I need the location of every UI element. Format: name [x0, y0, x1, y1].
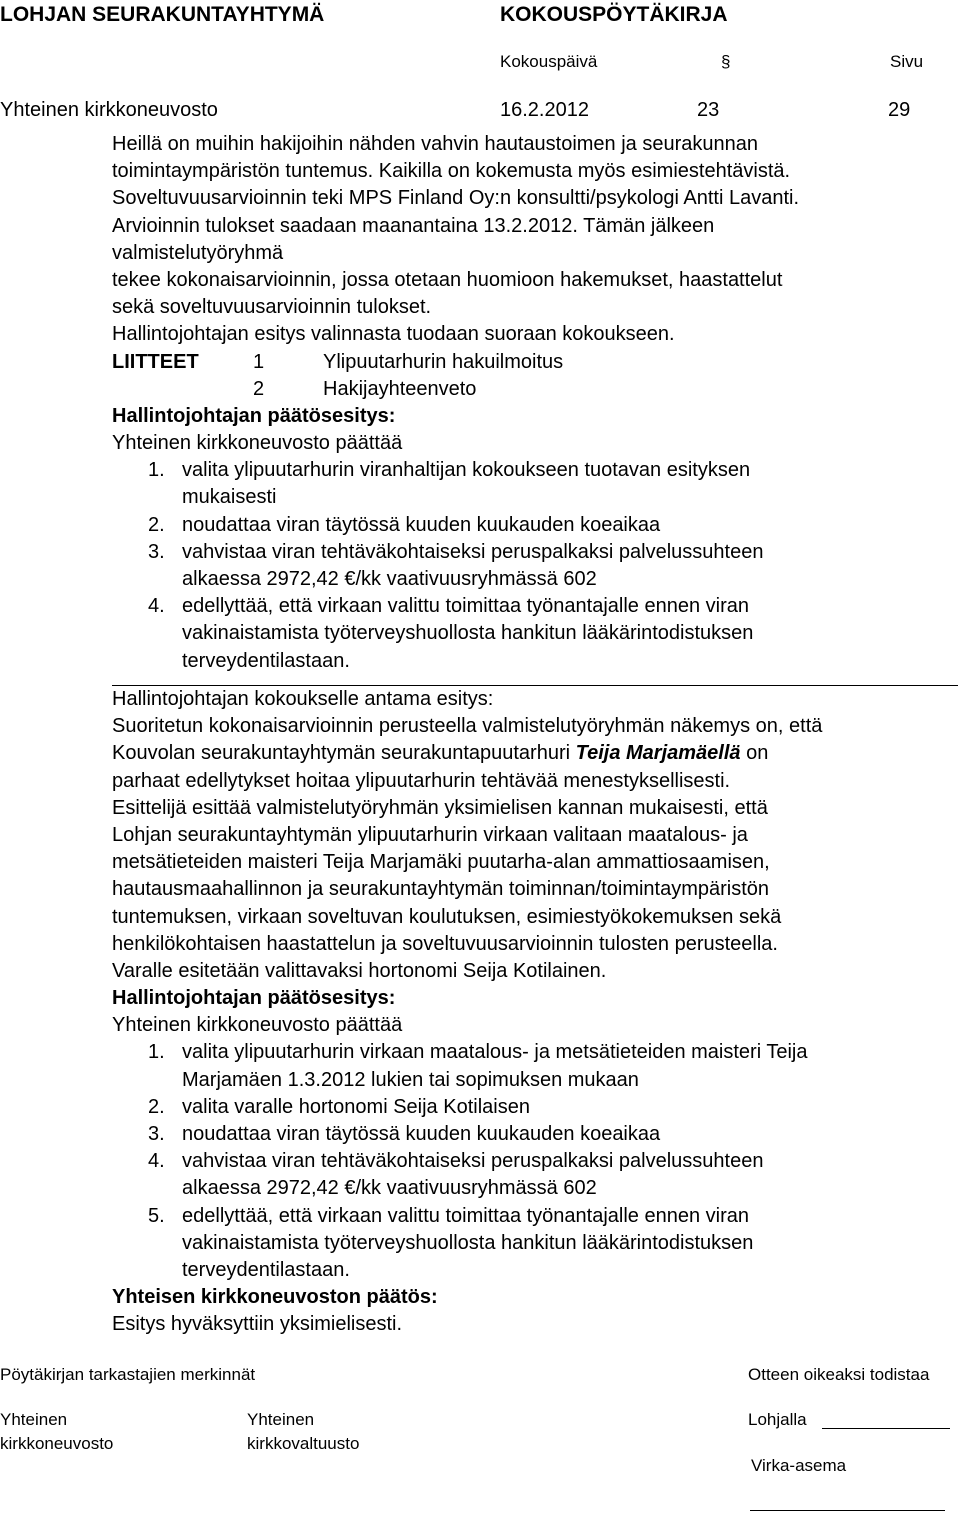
paragraph-line	[0, 267, 960, 294]
organization-name: LOHJAN SEURAKUNTAYHTYMÄ	[0, 3, 325, 26]
item-text: noudattaa viran täytössä kuuden kuukauden koeaikaa	[182, 513, 661, 536]
paragraph-line	[0, 740, 960, 767]
candidate-name: Teija Marjamäellä	[575, 742, 741, 765]
item-text: mukaisesti	[182, 486, 277, 509]
item-text: vakinaistamista työterveyshuollosta hankitun lääkärintodistuksen	[182, 622, 754, 645]
paragraph-line	[0, 931, 960, 958]
proposal-heading	[0, 985, 960, 1012]
paragraph-line	[0, 849, 960, 876]
text: Lohjan seurakuntayhtymän ylipuutarhurin virkaan valitaan maatalous- ja	[112, 823, 748, 846]
text: valmistelutyöryhmä	[112, 241, 284, 264]
text: tuntemuksen, virkaan soveltuvan koulutuksen, esimiestyökokemuksen sekä	[112, 905, 782, 928]
heading-text: Yhteisen kirkkoneuvoston päätös:	[112, 1286, 438, 1309]
attachment-row	[0, 349, 960, 376]
paragraph-line	[0, 158, 960, 185]
text: sekä soveltuvuusarvioinnin tulokset.	[112, 296, 432, 319]
text: Yhteinen kirkkoneuvosto päättää	[112, 1014, 403, 1037]
decision-heading	[0, 1284, 960, 1311]
text: henkilökohtaisen haastattelun ja soveltuvuusarvioinnin tulosten perusteella.	[112, 932, 778, 955]
item-number: 4.	[148, 595, 165, 618]
decides-line	[0, 1012, 960, 1039]
text: Yhteinen kirkkoneuvosto päättää	[112, 432, 403, 455]
section-number: 23	[697, 99, 720, 121]
attachments-label: LIITTEET	[112, 350, 199, 373]
part2-block	[0, 686, 960, 1339]
page-number: 29	[888, 99, 911, 121]
date-signature-blank	[822, 1428, 950, 1429]
item-text: noudattaa viran täytössä kuuden kuukauden koeaikaa	[182, 1123, 661, 1145]
attachment-title: Ylipuutarhurin hakuilmoitus	[323, 350, 564, 373]
text: metsätieteiden maisteri Teija Marjamäki puutarha-alan ammattiosaamisen,	[112, 851, 770, 874]
proposal-heading	[0, 403, 960, 430]
paragraph-line	[0, 795, 960, 822]
signer-1-line1: Yhteinen	[0, 1410, 68, 1429]
paragraph-line	[0, 131, 960, 158]
signature-blank	[750, 1510, 945, 1511]
text: Heillä on muihin hakijoihin nähden vahvin hautaustoimen ja seurakunnan	[112, 133, 758, 155]
item-text: valita ylipuutarhurin virkaan maatalous- ja metsätieteiden maisteri Teija	[182, 1041, 808, 1064]
paragraph-line	[0, 185, 960, 212]
paragraph-line	[0, 294, 960, 321]
item-text: vahvistaa viran tehtäväkohtaiseksi peruspalkaksi palvelussuhteen	[182, 1150, 764, 1173]
item-text: edellyttää, että virkaan valittu toimittaa työnantajalle ennen viran	[182, 595, 750, 618]
paragraph-line	[0, 213, 960, 240]
item-text: vahvistaa viran tehtäväkohtaiseksi peruspalkaksi palvelussuhteen	[182, 540, 764, 563]
list-item	[0, 1148, 960, 1175]
signer-2-line1: Yhteinen	[247, 1410, 315, 1429]
signer-1-line2: kirkkoneuvosto	[0, 1434, 114, 1453]
meeting-date-label: Kokouspäivä	[500, 52, 598, 71]
text: Arvioinnin tulokset saadaan maanantaina 13.2.2012. Tämän jälkeen	[112, 214, 715, 237]
list-item-continuation	[0, 620, 960, 647]
place-label: Lohjalla	[748, 1410, 807, 1429]
signer-2-line2: kirkkovaltuusto	[247, 1434, 360, 1453]
item-text: alkaessa 2972,42 €/kk vaativuusryhmässä 602	[182, 568, 597, 590]
document-type: KOKOUSPÖYTÄKIRJA	[500, 3, 728, 26]
item-number: 1.	[148, 459, 165, 482]
list-item	[0, 593, 960, 620]
heading-text: Hallintojohtajan kokoukselle antama esitys:	[112, 688, 494, 710]
paragraph-line	[0, 958, 960, 985]
list-item	[0, 457, 960, 484]
paragraph-line	[0, 876, 960, 903]
list-item-continuation	[0, 566, 960, 593]
list-item	[0, 512, 960, 539]
paragraph-line	[0, 768, 960, 795]
text: toimintaympäristön tuntemus. Kaikilla on kokemusta myös esimiestehtävistä.	[112, 160, 791, 183]
item-text: terveydentilastaan.	[182, 649, 350, 672]
list-item	[0, 539, 960, 566]
list-item	[0, 1094, 960, 1121]
list-item-continuation	[0, 1175, 960, 1202]
item-number: 3.	[148, 540, 165, 563]
attachment-number: 1	[253, 350, 265, 373]
item-text: valita varalle hortonomi Seija Kotilaisen	[182, 1095, 530, 1118]
meeting-date: 16.2.2012	[500, 99, 589, 121]
list-item-continuation	[0, 648, 960, 675]
list-item-continuation	[0, 1257, 960, 1284]
list-item	[0, 1039, 960, 1066]
list-item-continuation	[0, 484, 960, 511]
section-label: §	[721, 52, 731, 71]
governing-body: Yhteinen kirkkoneuvosto	[0, 99, 218, 121]
decides-line	[0, 430, 960, 457]
text: hautausmaahallinnon ja seurakuntayhtymän toiminnan/toimintaympäristön	[112, 878, 770, 901]
item-number: 2.	[148, 1095, 165, 1118]
checkers-title: Pöytäkirjan tarkastajien merkinnät	[0, 1365, 256, 1384]
certify-title: Otteen oikeaksi todistaa	[748, 1365, 930, 1384]
list-item-continuation	[0, 1067, 960, 1094]
decision-line	[0, 1311, 960, 1338]
item-text: terveydentilastaan.	[182, 1258, 350, 1281]
text: Kouvolan seurakuntayhtymän seurakuntapuutarhuri	[112, 742, 576, 765]
text: on	[740, 742, 769, 765]
page-label: Sivu	[890, 52, 924, 71]
attachment-number: 2	[253, 377, 265, 400]
text: tekee kokonaisarvioinnin, jossa otetaan huomioon hakemukset, haastattelut	[112, 268, 783, 291]
paragraph-line	[0, 321, 960, 348]
part1-block	[0, 131, 960, 675]
item-number: 3.	[148, 1123, 165, 1145]
heading-text: Hallintojohtajan päätösesitys:	[112, 987, 396, 1010]
list-item-continuation	[0, 1230, 960, 1257]
list-item	[0, 1203, 960, 1230]
item-text: edellyttää, että virkaan valittu toimittaa työnantajalle ennen viran	[182, 1204, 750, 1227]
paragraph-line	[0, 240, 960, 267]
text: Soveltuvuusarvioinnin teki MPS Finland Oy:n konsultti/psykologi Antti Lavanti.	[112, 187, 800, 210]
proposal-intro-heading	[0, 686, 960, 713]
attachment-row	[0, 376, 960, 403]
item-number: 5.	[148, 1204, 165, 1227]
attachment-title: Hakijayhteenveto	[323, 377, 477, 400]
item-number: 1.	[148, 1041, 165, 1064]
paragraph-line	[0, 904, 960, 931]
list-item	[0, 1121, 960, 1148]
item-text: vakinaistamista työterveyshuollosta hankitun lääkärintodistuksen	[182, 1231, 754, 1254]
paragraph-line	[0, 713, 960, 740]
item-number: 4.	[148, 1150, 165, 1173]
text: Suoritetun kokonaisarvioinnin perusteella valmistelutyöryhmän näkemys on, että	[112, 715, 823, 738]
text: Hallintojohtajan esitys valinnasta tuodaan suoraan kokoukseen.	[112, 323, 675, 346]
item-text: Marjamäen 1.3.2012 lukien tai sopimuksen mukaan	[182, 1068, 639, 1091]
paragraph-line	[0, 822, 960, 849]
text-with-name	[112, 740, 768, 767]
item-text: alkaessa 2972,42 €/kk vaativuusryhmässä 602	[182, 1177, 597, 1200]
heading-text: Hallintojohtajan päätösesitys:	[112, 404, 396, 427]
position-label: Virka-asema	[751, 1456, 847, 1475]
text: parhaat edellytykset hoitaa ylipuutarhurin tehtävää menestyksellisesti.	[112, 769, 731, 792]
text: Esitys hyväksyttiin yksimielisesti.	[112, 1313, 403, 1336]
item-number: 2.	[148, 513, 165, 536]
text: Varalle esitetään valittavaksi hortonomi Seija Kotilainen.	[112, 959, 607, 982]
item-text: valita ylipuutarhurin viranhaltijan kokoukseen tuotavan esityksen	[182, 459, 751, 482]
text: Esittelijä esittää valmistelutyöryhmän yksimielisen kannan mukaisesti, että	[112, 796, 768, 819]
